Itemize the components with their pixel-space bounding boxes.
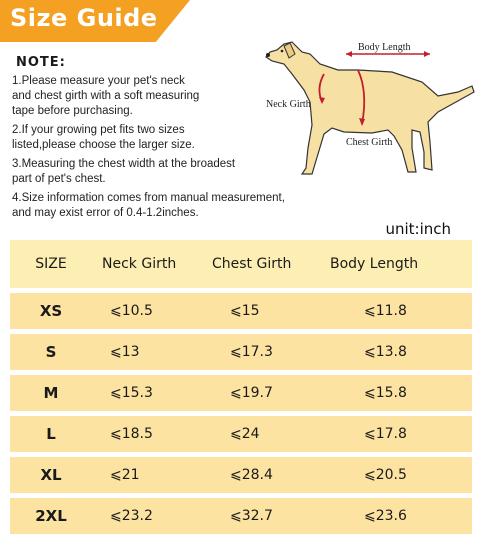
note-item: 4.Size information comes from manual measurement, and may exist error of 0.4-1.2inches. bbox=[12, 192, 285, 219]
table-row bbox=[10, 457, 472, 493]
cell-neck: ⩽21 bbox=[110, 467, 140, 483]
cell-neck: ⩽15.3 bbox=[110, 385, 153, 401]
table-row bbox=[10, 293, 472, 329]
cell-length: ⩽23.6 bbox=[364, 508, 407, 524]
header-body-length: Body Length bbox=[330, 256, 419, 272]
header-neck-girth: Neck Girth bbox=[102, 256, 177, 272]
cell-chest: ⩽17.3 bbox=[230, 344, 273, 360]
cell-size: 2XL bbox=[35, 507, 67, 525]
cell-size: S bbox=[45, 343, 57, 361]
cell-length: ⩽20.5 bbox=[364, 467, 407, 483]
cell-length: ⩽13.8 bbox=[364, 344, 407, 360]
size-table bbox=[10, 240, 472, 534]
dog-nose bbox=[266, 53, 270, 57]
dog-illustration bbox=[262, 30, 480, 190]
cell-chest: ⩽19.7 bbox=[230, 385, 273, 401]
dog-eye bbox=[281, 50, 284, 53]
neck-girth-label: Neck Girth bbox=[266, 99, 311, 110]
cell-chest: ⩽32.7 bbox=[230, 508, 273, 524]
cell-size: M bbox=[43, 384, 59, 402]
note-item: 3.Measuring the chest width at the broadest part of pet's chest. bbox=[12, 158, 236, 185]
note-heading: NOTE: bbox=[16, 55, 66, 70]
cell-chest: ⩽28.4 bbox=[230, 467, 273, 483]
arrow-head bbox=[346, 51, 352, 57]
cell-size: XL bbox=[40, 466, 62, 484]
cell-chest: ⩽15 bbox=[230, 303, 260, 319]
page-title: Size Guide bbox=[10, 4, 158, 32]
table-row bbox=[10, 375, 472, 411]
cell-neck: ⩽18.5 bbox=[110, 426, 153, 442]
table-row bbox=[10, 416, 472, 452]
arrow-head bbox=[424, 51, 430, 57]
cell-length: ⩽11.8 bbox=[364, 303, 407, 319]
note-item: 2.If your growing pet fits two sizes listed,please choose the larger size. bbox=[12, 124, 195, 151]
cell-neck: ⩽13 bbox=[110, 344, 140, 360]
body-length-label: Body Length bbox=[358, 42, 411, 53]
dog-measurement-diagram bbox=[262, 30, 480, 190]
table-row bbox=[10, 334, 472, 370]
cell-neck: ⩽10.5 bbox=[110, 303, 153, 319]
unit-label: unit:inch bbox=[385, 220, 451, 238]
table-header bbox=[10, 240, 472, 288]
note-item: 1.Please measure your pet's neck and chest girth with a soft measuring tape before purchasing. bbox=[12, 75, 200, 117]
cell-neck: ⩽23.2 bbox=[110, 508, 153, 524]
header-size: SIZE bbox=[35, 256, 67, 272]
cell-size: L bbox=[46, 425, 56, 443]
table-row bbox=[10, 498, 472, 534]
header-chest-girth: Chest Girth bbox=[212, 256, 292, 272]
cell-length: ⩽17.8 bbox=[364, 426, 407, 442]
chest-girth-label: Chest Girth bbox=[346, 137, 393, 148]
cell-length: ⩽15.8 bbox=[364, 385, 407, 401]
cell-chest: ⩽24 bbox=[230, 426, 260, 442]
cell-size: XS bbox=[39, 302, 63, 320]
